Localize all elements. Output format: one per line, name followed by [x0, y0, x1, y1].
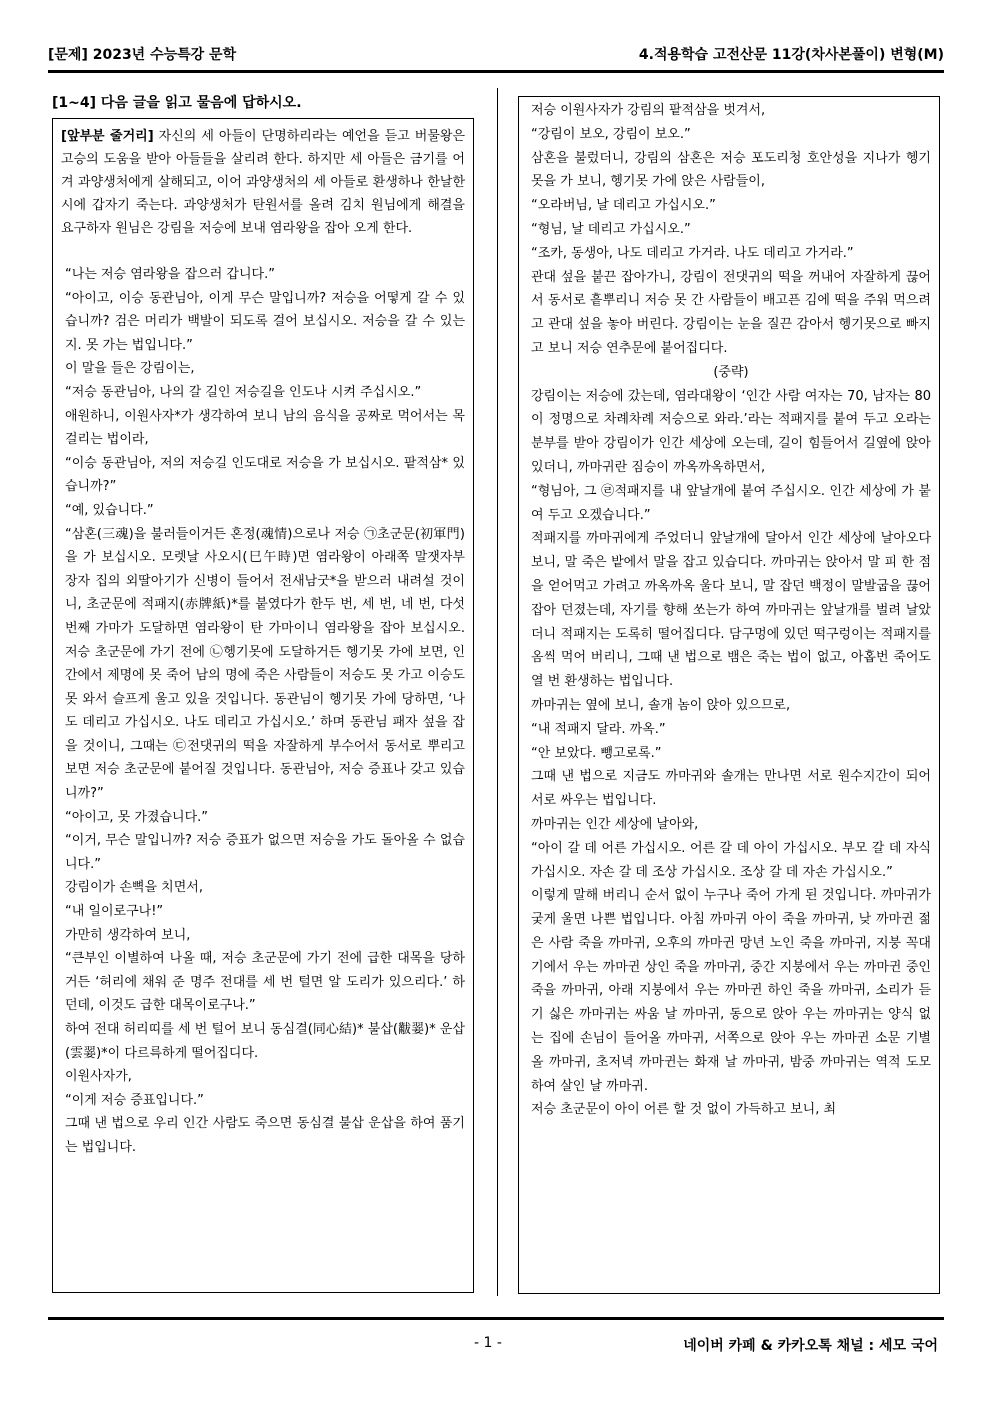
passage-paragraph: 가만히 생각하여 보니,	[65, 927, 191, 943]
summary-label: [앞부분 줄거리]	[61, 129, 154, 144]
passage-paragraph: “내 일이로구나!”	[65, 904, 164, 920]
summary-box	[61, 125, 465, 240]
passage-paragraph: “내 적패지 달라. 까옥.”	[531, 721, 666, 737]
passage-paragraph: 까마귀는 인간 세상에 날아와,	[531, 816, 699, 832]
passage-left-column	[52, 118, 474, 1293]
passage-paragraph: “큰부인 이별하여 나올 때, 저승 초군문에 가기 전에 급한 대목을 당하거든 ‘허리에 채워 준 명주 전대를 세 번 털면 알 도리가 있으리다.’ 하던데, 이것도 급한 대목이로구나.”	[65, 951, 465, 1014]
passage-paragraph: 그때 낸 법으로 지금도 까마귀와 솔개는 만나면 서로 원수지간이 되어 서로 싸우는 법입니다.	[531, 769, 931, 809]
header-lesson-title: 4.적용학습 고전산문 11강(차사본풀이) 변형(M)	[638, 47, 944, 63]
question-title: [1~4] 다음 글을 읽고 물음에 답하시오.	[52, 95, 302, 111]
right-paragraphs	[527, 99, 931, 1122]
page-header	[48, 40, 944, 64]
passage-paragraph: “강림이 보오, 강림이 보오.”	[531, 126, 691, 142]
passage-paragraph: 그때 낸 법으로 우리 인간 사람도 죽으면 동심결 불삽 운삽을 하여 품기는 법입니다.	[65, 1116, 465, 1155]
passage-paragraph: 애원하니, 이원사자*가 생각하여 보니 남의 음식을 공짜로 먹어서는 목 걸리는 법이라,	[65, 408, 465, 448]
summary-text: 자신의 세 아들이 단명하리라는 예언을 듣고 버물왕은 고승의 도움을 받아 아들들을 살리려 한다. 하지만 세 아들은 금기를 어겨 과양생처에게 살해되고, 이어 과양생처의 세 아들로 환생하나 한날한시에 갑자기 죽는다. 과양생처가 탄원서를 올려 김치 원님에게 해결을 요구하자 원님은 강림을 저승에 보내 염라왕을 잡아 오게 한다.	[61, 129, 465, 236]
passage-paragraph: “이승 동관님아, 저의 저승길 인도대로 저승을 가 보십시오. 팥적삼* 있습니까?”	[65, 455, 465, 495]
passage-paragraph: 이렇게 말해 버리니 순서 없이 누구나 죽어 가게 된 것입니다. 까마귀가 궂게 울면 나쁜 법입니다. 아침 까마귀 아이 죽을 까마귀, 낮 까마귄 젊은 사람 죽을 까마귀, 오후의 까마귄 망년 노인 죽을 까마귀, 지붕 꼭대기에서 우는 까마귄 상인 죽을 까마귀, 중간 지붕에서 우는 까마귄 중인 죽을 까마귀, 아래 지붕에서 우는 까마귄 하인 죽을 까마귀, 소리가 듣기 싫은 까마귀는 싸움 날 까마귀, 동으로 앉아 우는 까마귀는 양식 없는 집에 손님이 들어올 까마귀, 서쪽으로 앉아 우는 까마귄 소문 기별 올 까마귀, 초저녁 까마귄는 화재 날 까마귀, 밤중 까마귀는 역적 도모하여 살인 날 까마귀.	[531, 888, 931, 1094]
passage-paragraph: “저승 동관님아, 나의 갈 길인 저승길을 인도나 시켜 주십시오.”	[65, 384, 422, 400]
passage-paragraph: 까마귀는 옆에 보니, 솔개 놈이 앉아 있으므로,	[531, 697, 791, 713]
passage-paragraph: “삼혼(三魂)을 불러들이거든 혼정(魂情)으로나 저승 ㉠초군문(初軍門)을 가 보십시오. 모렛날 사오시(巳午時)면 염라왕이 아래쪽 말잿자부 장자 집의 외딸아기가 신병이 들어서 전새남굿*을 받으러 내려설 것이니, 초군문에 적패지(赤牌紙)*를 붙였다가 한두 번, 세 번, 네 번, 다섯 번째 가마가 도달하면 염라왕이 탄 가마이니 염라왕을 잡아 보십시오. 저승 초군문에 가기 전에 ㉡헹기못에 도달하거든 헹기못 가에 보면, 인간에서 제명에 못 죽어 남의 명에 죽은 사람들이 저승도 못 가고 이승도 못 와서 슬프게 울고 있을 것입니다. 동관님이 헹기못 가에 당하면, ‘나도 데리고 가십시오. 나도 데리고 가십시오.’ 하며 동관님 패자 섶을 잡을 것이니, 그때는 ㉢전댓귀의 떡을 자잘하게 부수어서 동서로 뿌리고 보면 저승 초군문에 붙어질 것입니다. 동관님아, 저승 증표나 갖고 있습니까?”	[65, 526, 465, 802]
passage-paragraph: 삼혼을 불렀더니, 강림의 삼혼은 저승 포도리청 호안성을 지나가 헹기못을 가 보니, 헹기못 가에 앉은 사람들이,	[531, 150, 931, 190]
passage-paragraph: “예, 있습니다.”	[65, 502, 154, 518]
passage-paragraph: “형님, 날 데리고 가십시오.”	[531, 221, 691, 237]
passage-paragraph: “조카, 동생아, 나도 데리고 가거라. 나도 데리고 가거라.”	[531, 245, 854, 261]
passage-paragraph: “아이고, 이승 동관님아, 이게 무슨 말입니까? 저승을 어떻게 갈 수 있습니까? 검은 머리가 백발이 되도록 걸어 보십시오. 저승을 갈 수 있는지. 못 가는 법입니다.”	[65, 290, 465, 353]
passage-paragraph: “이게 저승 증표입니다.”	[65, 1092, 204, 1108]
passage-paragraph: “아이 갈 데 어른 가십시오. 어른 갈 데 아이 가십시오. 부모 갈 데 자식 가십시오. 자손 갈 데 조상 가십시오. 조상 갈 데 자손 가십시오.”	[531, 840, 931, 880]
passage-right-column	[518, 96, 940, 1294]
footer-rule	[48, 1317, 944, 1320]
left-paragraphs	[61, 263, 465, 1160]
passage-paragraph: “안 보았다. 뺑고로록.”	[531, 745, 662, 761]
passage-paragraph: 적패지를 까마귀에게 주었더니 앞날개에 달아서 인간 세상에 날아오다 보니, 말 죽은 밭에서 말을 잡고 있습디다. 까마귀는 앉아서 말 피 한 점을 얻어먹고 가려고 까옥까옥 울다 보니, 말 잡던 백정이 말발굽을 끊어 잡아 던졌는데, 자기를 향해 쏘는가 하여 까마귀는 앞날개를 벌려 날았더니 적패지는 도록히 떨어집디다. 담구멍에 있던 떡구렁이는 적패지를 옴씩 먹어 버리니, 그때 낸 법으로 뱀은 죽는 법이 없고, 아홉번 죽어도 열 번 환생하는 법입니다.	[531, 531, 931, 690]
passage-paragraph: “아이고, 못 가졌습니다.”	[65, 809, 209, 825]
passage-paragraph: 저승 초군문이 아이 어른 할 것 없이 가득하고 보니, 최	[531, 1102, 837, 1118]
passage-paragraph: 저승 이원사자가 강림의 팥적삼을 벗겨서,	[531, 103, 766, 118]
passage-paragraph: 강림이가 손뼉을 치면서,	[65, 880, 203, 896]
page-number: - 1 -	[474, 1335, 502, 1351]
passage-paragraph: “이거, 무슨 말입니까? 저승 증표가 없으면 저승을 가도 돌아올 수 없습니다.”	[65, 833, 465, 872]
passage-paragraph: 강림이는 저승에 갔는데, 염라대왕이 ‘인간 사람 여자는 70, 남자는 80이 정명으로 차례차례 저승으로 와라.’라는 적패지를 붙여 두고 오라는 분부를 받아 강림이가 인간 세상에 오는데, 길이 힘들어서 길옆에 앉아있더니, 까마귀란 짐승이 까옥까옥하면서,	[531, 388, 931, 475]
passage-paragraph: “형님아, 그 ㉣적패지를 내 앞날개에 붙여 주십시오. 인간 세상에 가 붙여 두고 오겠습니다.”	[531, 483, 931, 523]
passage-paragraph: (중략)	[713, 364, 749, 380]
passage-paragraph: “나는 저승 염라왕을 잡으러 갑니다.”	[65, 267, 275, 282]
passage-paragraph: 이원사자가,	[65, 1069, 132, 1085]
column-divider	[497, 88, 498, 1296]
header-exam-title: [문제] 2023년 수능특강 문학	[48, 47, 237, 63]
header-rule	[48, 70, 944, 73]
passage-paragraph: 하여 전대 허리띠를 세 번 털어 보니 동심결(同心結)* 불삽(黻翣)* 운삽(雲翣)*이 다르륵하게 떨어집디다.	[65, 1022, 465, 1061]
passage-paragraph: 관대 섶을 붙끈 잡아가니, 강림이 전댓귀의 떡을 꺼내어 자잘하게 끊어서 동서로 흩뿌리니 저승 못 간 사람들이 배고픈 김에 떡을 주워 먹으려고 관대 섶을 놓아 버린다. 강림이는 눈을 질끈 감아서 헹기못으로 빠지고 보니 저승 연추문에 붙어집디다.	[531, 269, 931, 356]
passage-paragraph: “오라버님, 날 데리고 가십시오.”	[531, 198, 716, 214]
footer-channel: 네이버 카페 & 카카오톡 채널 : 세모 국어	[683, 1338, 938, 1354]
passage-paragraph: 이 말을 들은 강림이는,	[65, 361, 195, 377]
